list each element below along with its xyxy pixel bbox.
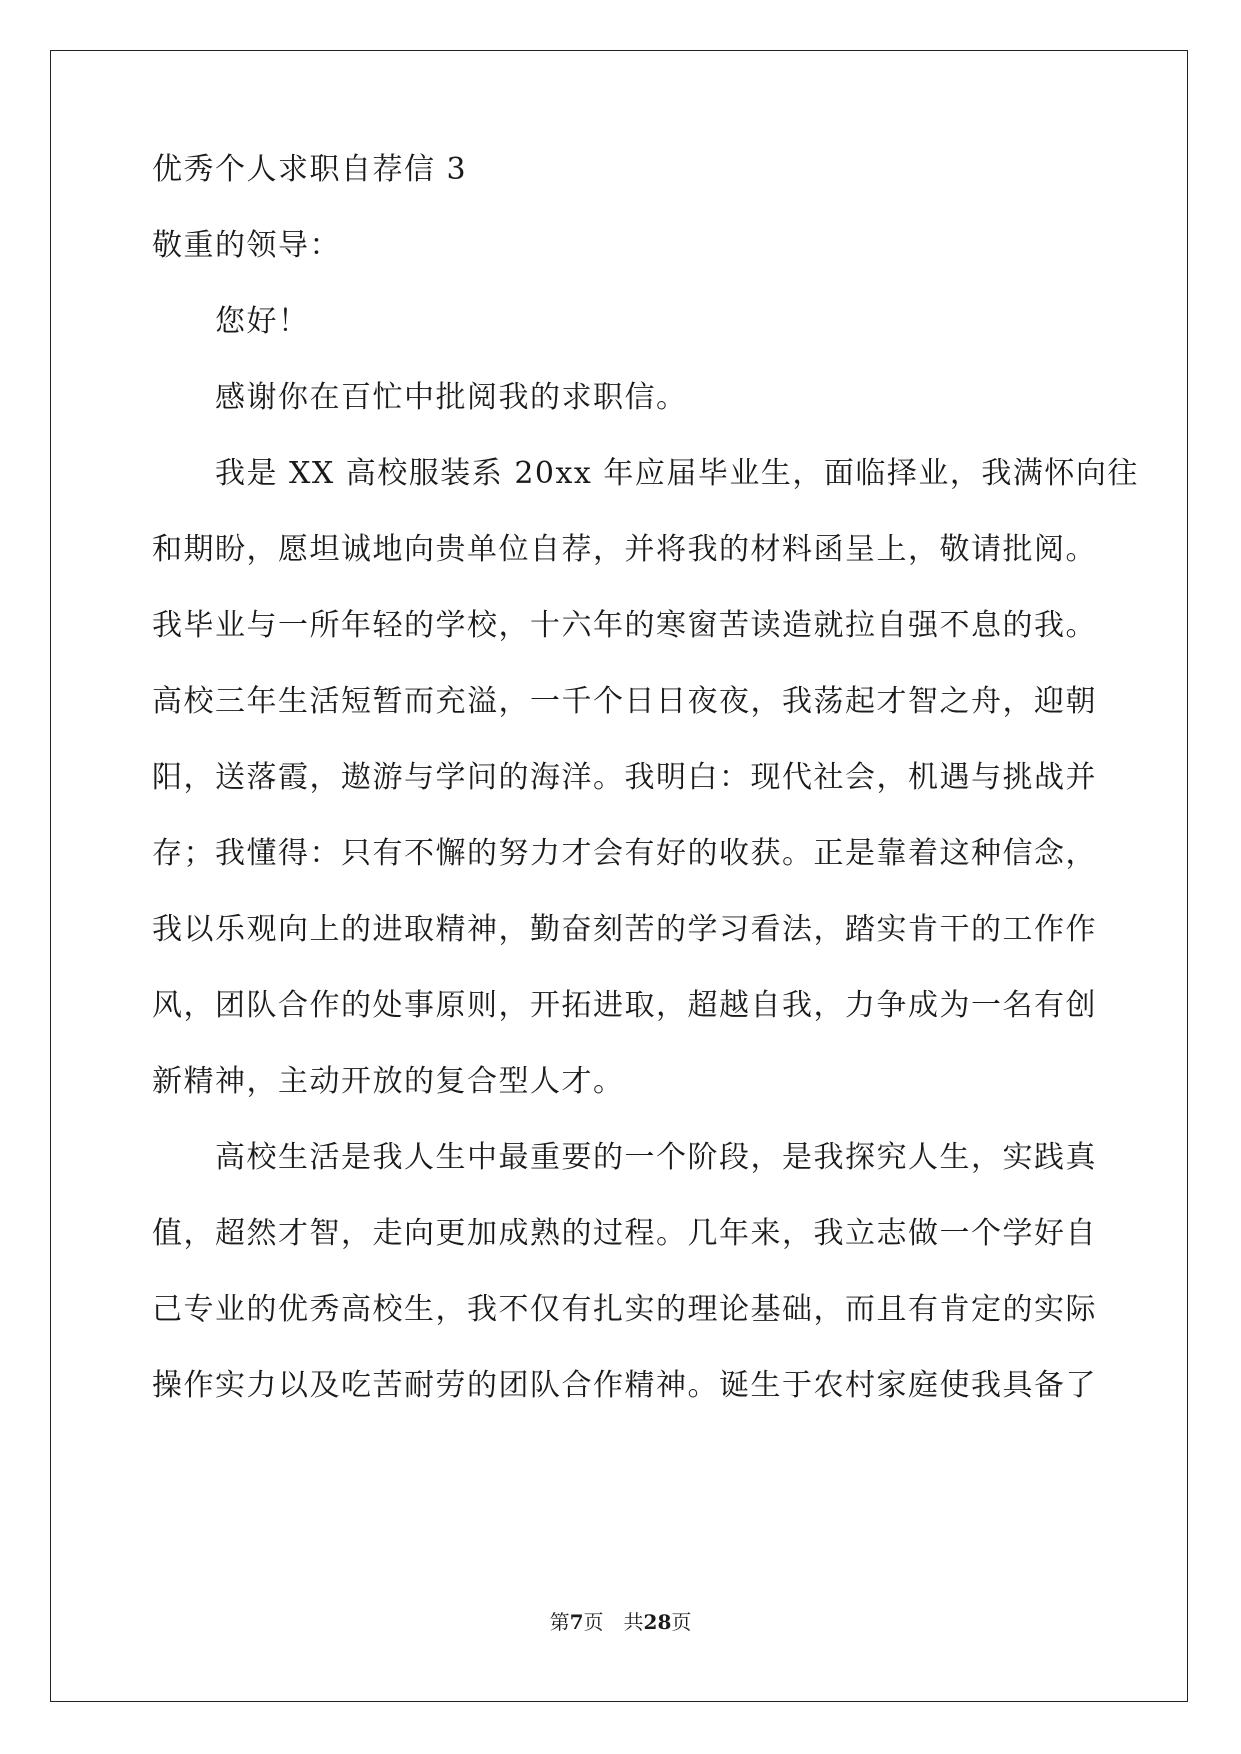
footer-suffix: 页 bbox=[671, 1610, 692, 1634]
footer-mid: 页 共 bbox=[583, 1610, 644, 1634]
greeting: 您好！ bbox=[152, 304, 310, 339]
paragraph-line: 新精神，主动开放的复合型人才。 bbox=[152, 1064, 625, 1099]
paragraph-line: 和期盼，愿坦诚地向贵单位自荐，并将我的材料函呈上，敬请批阅。 bbox=[152, 532, 1097, 567]
document-title: 优秀个人求职自荐信 3 bbox=[152, 152, 468, 187]
footer-prefix: 第 bbox=[549, 1610, 570, 1634]
page-footer bbox=[0, 1610, 1241, 1634]
paragraph-line: 高校三年生活短暂而充溢，一千个日日夜夜，我荡起才智之舟，迎朝 bbox=[152, 684, 1097, 719]
current-page-number: 7 bbox=[569, 1610, 584, 1634]
paragraph-line: 操作实力以及吃苦耐劳的团队合作精神。诞生于农村家庭使我具备了 bbox=[152, 1368, 1097, 1403]
paragraph-line: 风，团队合作的处事原则，开拓进取，超越自我，力争成为一名有创 bbox=[152, 988, 1097, 1023]
paragraph-line: 感谢你在百忙中批阅我的求职信。 bbox=[152, 380, 688, 415]
total-page-count: 28 bbox=[643, 1610, 672, 1634]
paragraph-line: 值，超然才智，走向更加成熟的过程。几年来，我立志做一个学好自 bbox=[152, 1216, 1097, 1251]
paragraph-line: 我毕业与一所年轻的学校，十六年的寒窗苦读造就拉自强不息的我。 bbox=[152, 608, 1097, 643]
paragraph-line: 我是 XX 高校服装系 20xx 年应届毕业生，面临择业，我满怀向往 bbox=[152, 456, 1139, 491]
paragraph-line: 己专业的优秀高校生，我不仅有扎实的理论基础，而且有肯定的实际 bbox=[152, 1292, 1097, 1327]
paragraph-line: 存；我懂得：只有不懈的努力才会有好的收获。正是靠着这种信念， bbox=[152, 836, 1097, 871]
paragraph-line: 我以乐观向上的进取精神，勤奋刻苦的学习看法，踏实肯干的工作作 bbox=[152, 912, 1097, 947]
paragraph-line: 阳，送落霞，遨游与学问的海洋。我明白：现代社会，机遇与挑战并 bbox=[152, 760, 1097, 795]
paragraph-line: 高校生活是我人生中最重要的一个阶段，是我探究人生，实践真 bbox=[152, 1140, 1097, 1175]
salutation: 敬重的领导： bbox=[152, 228, 341, 263]
